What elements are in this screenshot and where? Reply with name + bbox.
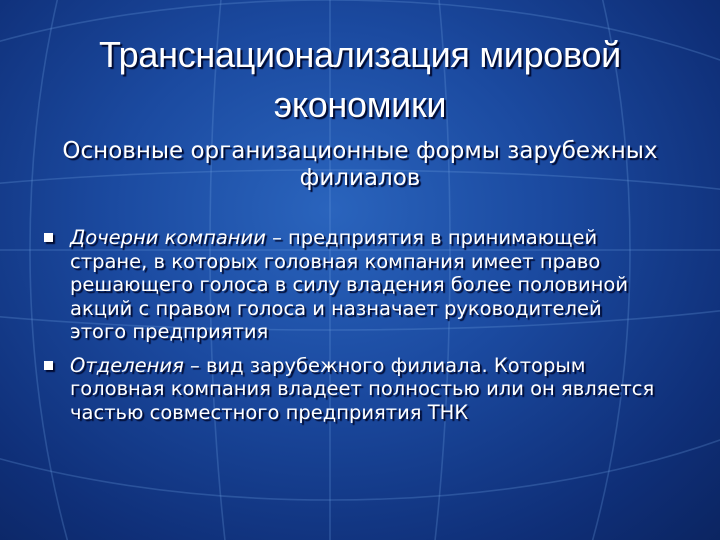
bullet-term: Дочерни компании – — [70, 226, 282, 249]
bullet-item-branches — [44, 354, 664, 425]
square-bullet-icon — [44, 361, 53, 370]
bullet-item-subsidiaries — [44, 226, 664, 344]
slide-title: Транснационализация мировой экономики — [99, 34, 621, 125]
bullet-text: вид зарубежного филиала. Которым головная компания владеет полностью или он является частью совместного предприятия ТНК — [70, 353, 655, 424]
bullet-text: предприятия в принимающей стране, в которых головная компания имеет право решающего голоса в силу владения более половиной акций с правом голоса и назначает руководителей этого предприятия — [70, 226, 628, 343]
slide-subtitle: Основные организационные формы зарубежных филиалов — [62, 138, 658, 191]
bullet-list — [44, 226, 664, 434]
square-bullet-icon — [44, 233, 53, 242]
bullet-term: Отделения – — [70, 353, 200, 377]
